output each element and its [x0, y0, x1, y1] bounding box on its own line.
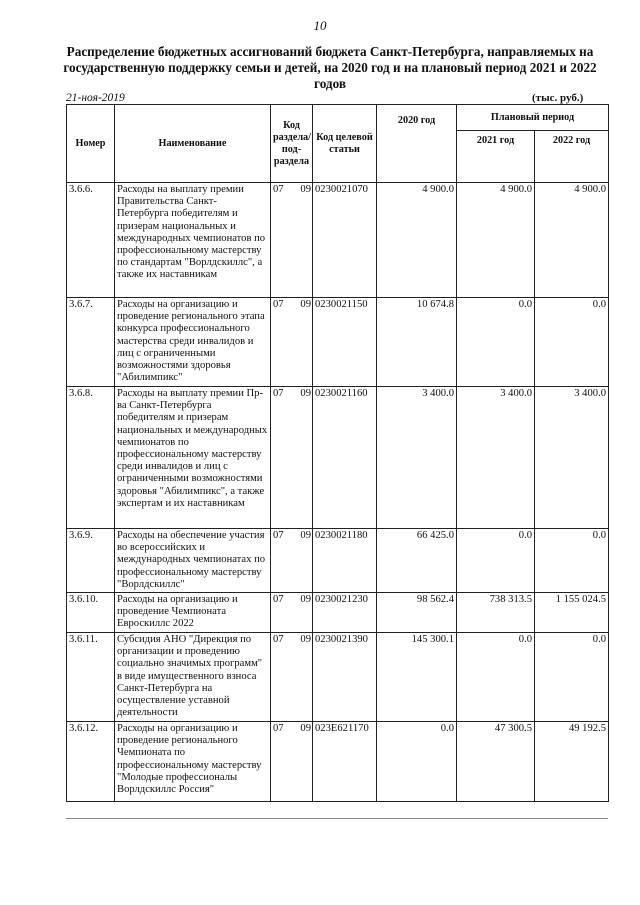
header-number: Номер [67, 105, 115, 183]
row-2020: 4 900.0 [377, 183, 457, 298]
row-2021: 3 400.0 [457, 387, 535, 529]
row-name: Расходы на выплату премии Правительства Санкт-Петербурга победителям и призерам национальных и международных чемпионатов по профессиональному мастерству по стандартам "Ворлдскиллс", а также их наставникам [115, 183, 271, 298]
row-target-code: 0230021150 [313, 298, 377, 387]
row-2022: 0.0 [535, 633, 609, 722]
document-date: 21-ноя-2019 [66, 92, 125, 104]
row-name: Расходы на организацию и проведение регионального этапа конкурса профессионального мастерства среди инвалидов и лиц с ограниченными возможностями здоровья "Абилимпикс" [115, 298, 271, 387]
row-2022: 3 400.0 [535, 387, 609, 529]
row-2021: 0.0 [457, 529, 535, 593]
row-2021: 4 900.0 [457, 183, 535, 298]
row-2022: 0.0 [535, 529, 609, 593]
table-row [67, 722, 609, 802]
row-2021: 0.0 [457, 633, 535, 722]
unit-label: (тыс. руб.) [532, 92, 584, 104]
row-number: 3.6.7. [67, 298, 115, 387]
row-name: Субсидия АНО "Дирекция по организации и проведению социально значимых программ" в виде имущественного взноса Санкт-Петербурга на осуществление уставной деятельности [115, 633, 271, 722]
table-row [67, 183, 609, 298]
header-target-code: Код целевой статьи [313, 105, 377, 183]
row-2020: 10 674.8 [377, 298, 457, 387]
table-row [67, 298, 609, 387]
row-number: 3.6.6. [67, 183, 115, 298]
row-2021: 738 313.5 [457, 593, 535, 633]
row-2022: 1 155 024.5 [535, 593, 609, 633]
row-2021: 0.0 [457, 298, 535, 387]
table-row [67, 387, 609, 529]
row-name: Расходы на выплату премии Пр-ва Санкт-Петербурга победителям и призерам национальных и международных чемпионатов по профессиональному мастерству среди инвалидов и лиц с ограниченными возможностями здоровья "Абилимпикс", а также экспертам и их наставникам [115, 387, 271, 529]
row-target-code: 0230021230 [313, 593, 377, 633]
row-number: 3.6.9. [67, 529, 115, 593]
row-2020: 3 400.0 [377, 387, 457, 529]
row-2020: 66 425.0 [377, 529, 457, 593]
budget-table [66, 104, 609, 802]
row-section-code: 07 09 [271, 633, 313, 722]
table-row [67, 633, 609, 722]
row-2020: 145 300.1 [377, 633, 457, 722]
row-target-code: 023E621170 [313, 722, 377, 802]
row-section-code: 07 09 [271, 183, 313, 298]
row-number: 3.6.8. [67, 387, 115, 529]
row-target-code: 0230021390 [313, 633, 377, 722]
document-title: Распределение бюджетных ассигнований бюджета Санкт-Петербурга, направляемых на государственную поддержку семьи и детей, на 2020 год и на плановый период 2021 и 2022 годов [63, 44, 597, 91]
row-name: Расходы на организацию и проведение Чемпионата Евроскиллс 2022 [115, 593, 271, 633]
page-number: 10 [313, 18, 327, 33]
row-target-code: 0230021180 [313, 529, 377, 593]
row-2021: 47 300.5 [457, 722, 535, 802]
row-number: 3.6.12. [67, 722, 115, 802]
row-section-code: 07 09 [271, 387, 313, 529]
header-year-2021: 2021 год [457, 131, 535, 183]
row-target-code: 0230021070 [313, 183, 377, 298]
page-divider [66, 818, 608, 819]
row-section-code: 07 09 [271, 298, 313, 387]
table-row [67, 529, 609, 593]
row-target-code: 0230021160 [313, 387, 377, 529]
row-section-code: 07 09 [271, 529, 313, 593]
row-2022: 4 900.0 [535, 183, 609, 298]
row-number: 3.6.10. [67, 593, 115, 633]
row-name: Расходы на обеспечение участия во всероссийских и международных чемпионатах по профессиональному мастерству "Ворлдскиллс" [115, 529, 271, 593]
row-section-code: 07 09 [271, 722, 313, 802]
table-row [67, 593, 609, 633]
header-year-2020: 2020 год [377, 105, 457, 183]
row-2020: 0.0 [377, 722, 457, 802]
row-number: 3.6.11. [67, 633, 115, 722]
row-2020: 98 562.4 [377, 593, 457, 633]
header-year-2022: 2022 год [535, 131, 609, 183]
row-2022: 49 192.5 [535, 722, 609, 802]
header-name: Наименование [115, 105, 271, 183]
row-name: Расходы на организацию и проведение регионального Чемпионата по профессиональному мастерству "Молодые профессионалы Ворлдскиллс Россия" [115, 722, 271, 802]
header-section-code: Код раздела/ под- раздела [271, 105, 313, 183]
header-plan-period: Плановый период [457, 105, 609, 131]
row-section-code: 07 09 [271, 593, 313, 633]
row-2022: 0.0 [535, 298, 609, 387]
